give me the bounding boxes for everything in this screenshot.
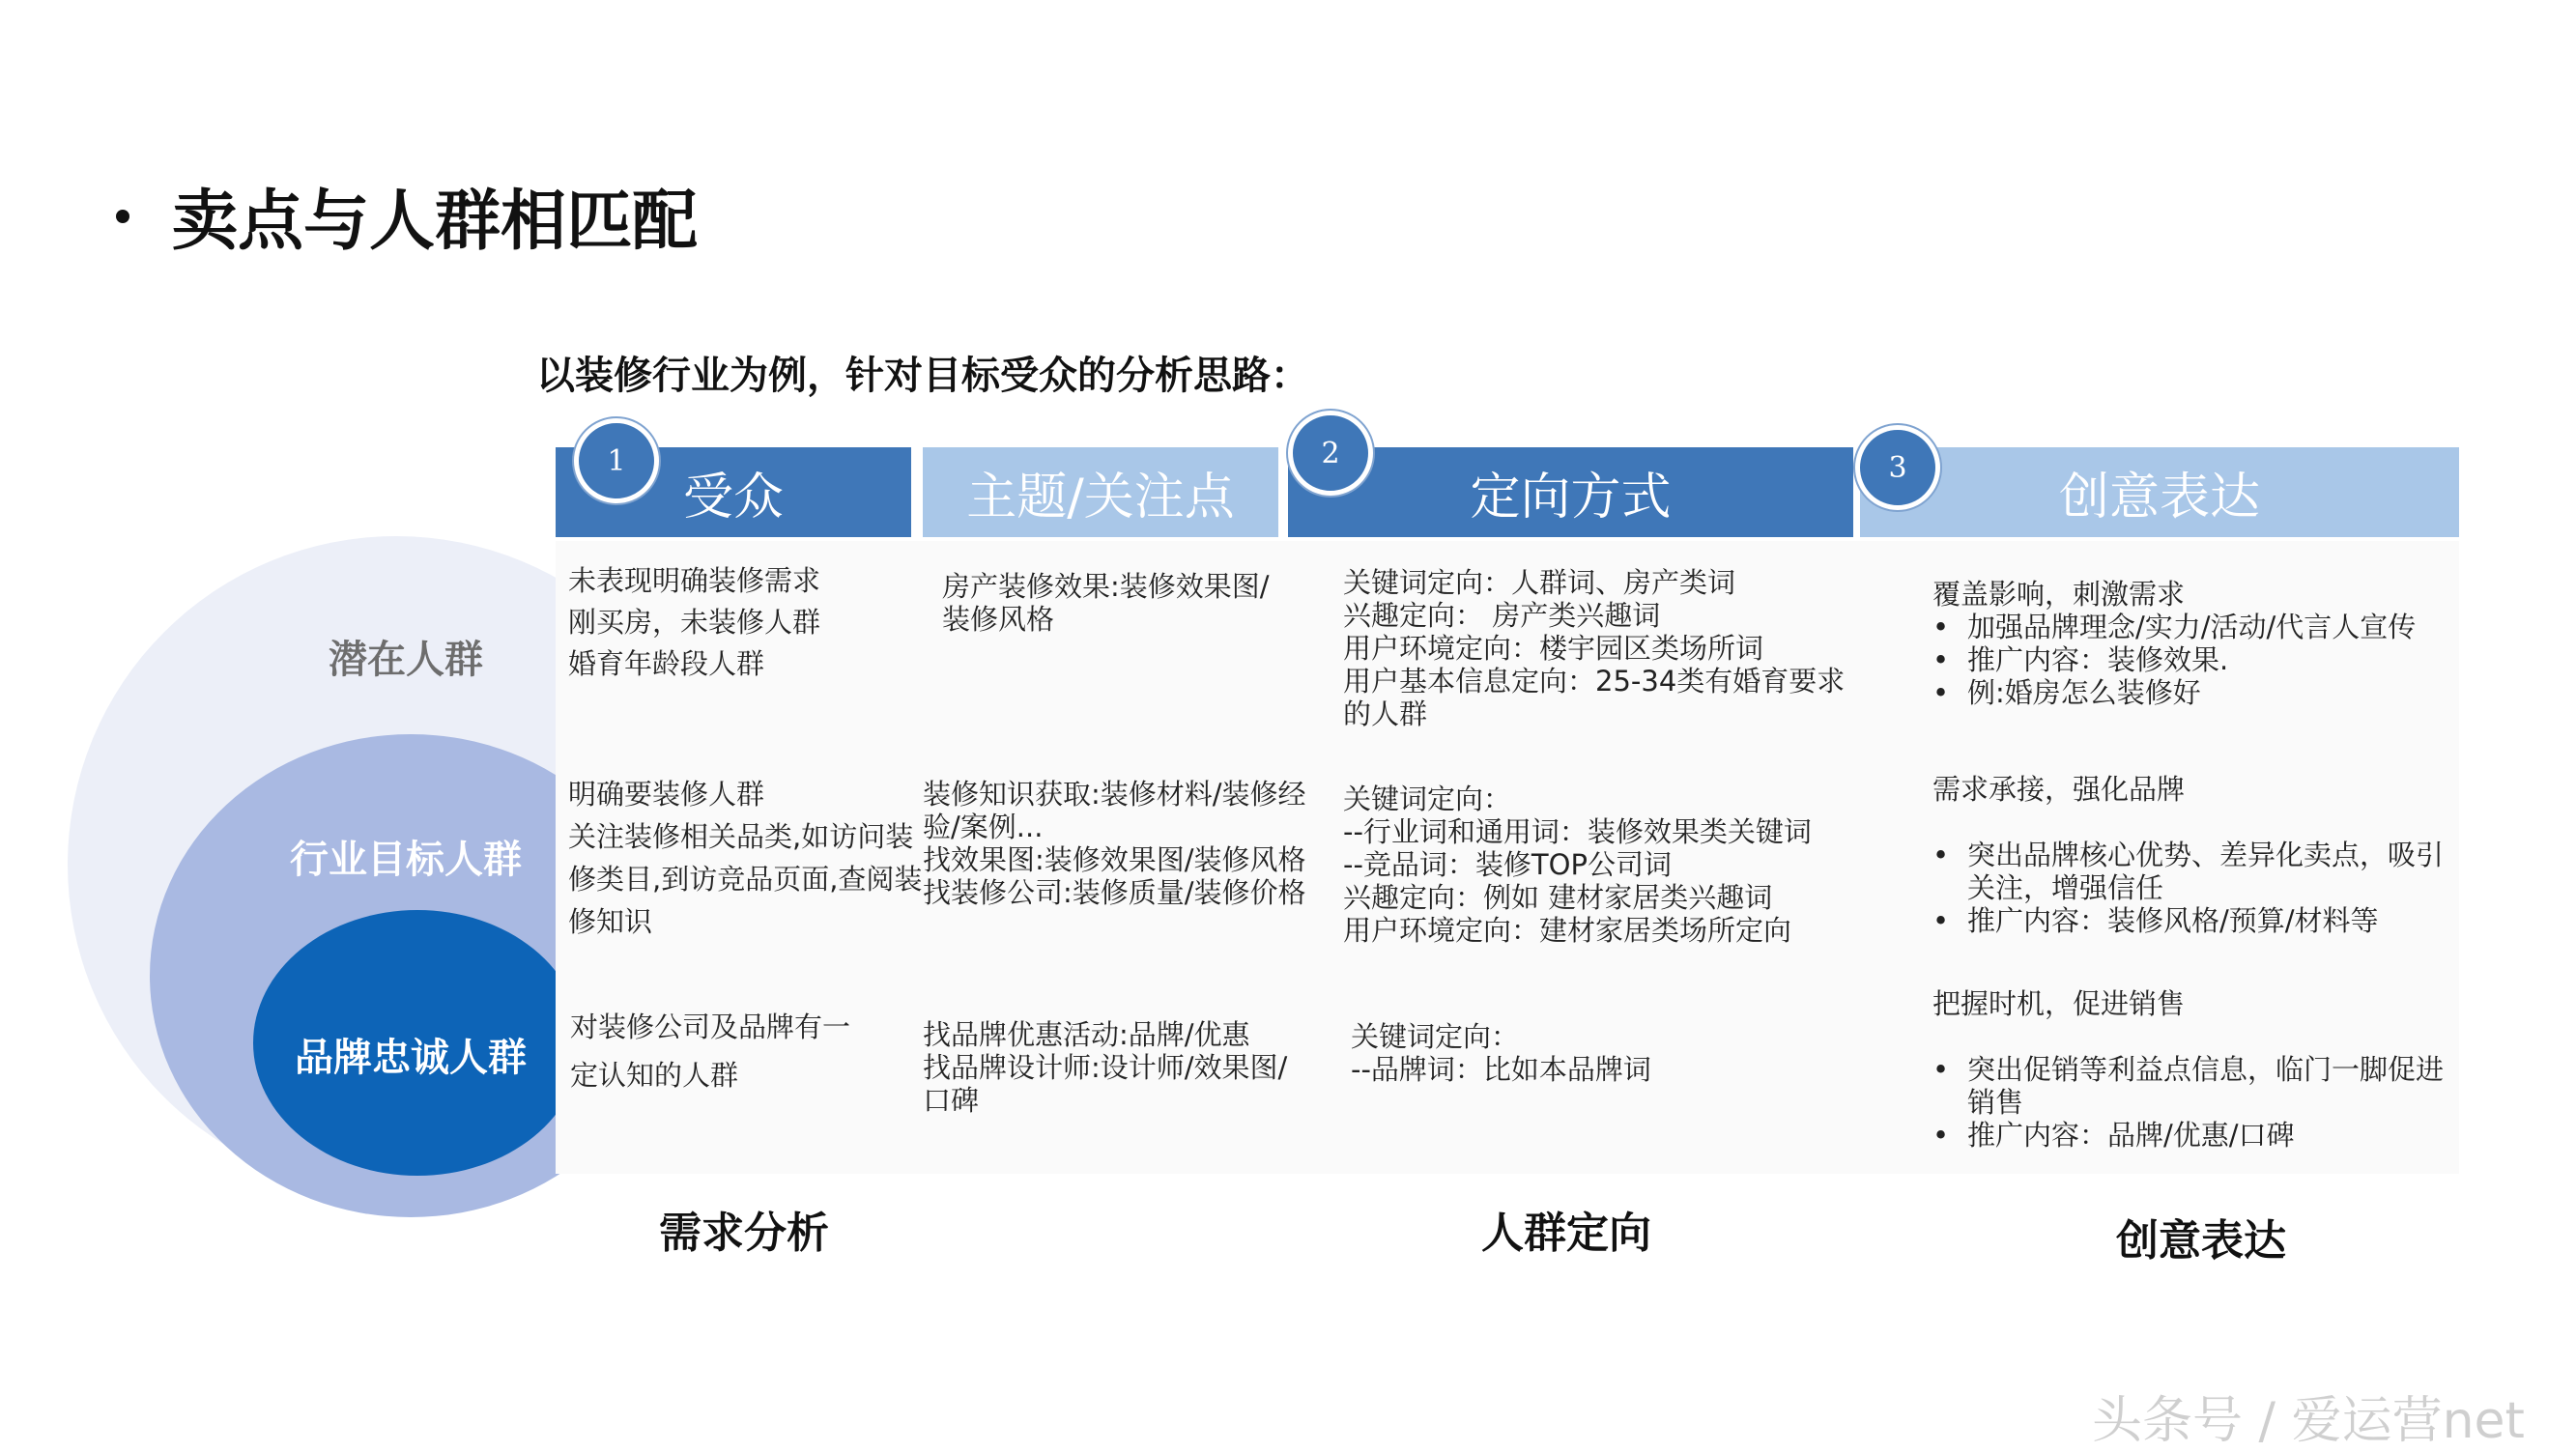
cell-line: 用户基本信息定向：25-34类有婚育要求	[1343, 665, 1846, 698]
slide-subtitle: 以装修行业为例，针对目标受众的分析思路：	[536, 354, 1309, 398]
list-item: • 推广内容：品牌/优惠/口碑	[1932, 1119, 2454, 1152]
header-topic: 主题/关注点	[923, 447, 1278, 537]
cell-line: 验/案例...	[923, 811, 1044, 843]
cell-line: 修知识	[568, 905, 653, 938]
cell-line: 婚育年龄段人群	[568, 647, 765, 680]
cell-line: 用户环境定向：楼宇园区类场所词	[1343, 632, 1764, 665]
cell-line: 未表现明确装修需求	[568, 564, 821, 597]
bullet-icon	[116, 210, 129, 223]
industry-audience-label: 行业目标人群	[290, 838, 522, 882]
list-item: • 突出品牌核心优势、差异化卖点，吸引关注，增强信任	[1932, 839, 2459, 904]
row2-creative-cell	[1932, 773, 2459, 937]
cell-heading: 把握时机，促进销售	[1932, 987, 2186, 1020]
cell-line: 口碑	[923, 1084, 980, 1117]
cell-line: 关键词定向：人群词、房产类词	[1343, 566, 1736, 599]
cell-line: --竞品词：装修TOP公司词	[1343, 848, 1672, 881]
step-number-badge: 3	[1855, 425, 1940, 510]
cell-line: --品牌词：比如本品牌词	[1351, 1053, 1651, 1086]
creative-list	[1932, 1053, 2454, 1152]
cell-line: 刚买房，未装修人群	[568, 606, 821, 639]
cell-line: --行业词和通用词：装修效果类关键词	[1343, 815, 1812, 848]
step-number-badge: 1	[574, 418, 659, 503]
cell-line: 关注装修相关品类,如访问装	[568, 820, 914, 853]
cell-line: 装修知识获取:装修材料/装修经	[923, 778, 1306, 811]
row1-creative-cell	[1932, 578, 2454, 709]
cell-line: 的人群	[1343, 698, 1428, 730]
row3-targeting-cell	[1351, 1020, 1651, 1086]
step-number-badge: 2	[1288, 411, 1373, 496]
cell-heading: 需求承接，强化品牌	[1932, 773, 2186, 806]
cell-line: 装修风格	[942, 603, 1055, 636]
cell-line: 对装修公司及品牌有一	[570, 1011, 851, 1043]
row1-topic-cell	[942, 570, 1270, 636]
slide-title: 卖点与人群相匹配	[172, 184, 699, 260]
cell-line: 定认知的人群	[570, 1059, 739, 1092]
row3-creative-cell	[1932, 987, 2454, 1152]
cell-line: 找装修公司:装修质量/装修价格	[923, 876, 1306, 909]
footer-creative-expression: 创意表达	[2116, 1216, 2286, 1266]
row3-topic-cell	[923, 1018, 1287, 1117]
footer-demand-analysis: 需求分析	[659, 1209, 829, 1258]
cell-line: 关键词定向：	[1343, 783, 1512, 815]
cell-line: 修类目,到访竞品页面,查阅装	[568, 863, 923, 896]
cell-line: 找品牌设计师:设计师/效果图/	[923, 1051, 1288, 1084]
slide-title-row	[116, 169, 698, 263]
cell-line: 用户环境定向：建材家居类场所定向	[1343, 914, 1792, 947]
list-item: • 推广内容：装修效果.	[1932, 643, 2454, 676]
watermark: 头条号 / 爱运营net	[2092, 1392, 2525, 1450]
list-item: • 加强品牌理念/实力/活动/代言人宣传	[1932, 611, 2454, 643]
row1-audience-cell	[568, 560, 820, 685]
cell-line: 找品牌优惠活动:品牌/优惠	[923, 1018, 1250, 1051]
footer-audience-targeting: 人群定向	[1481, 1209, 1651, 1258]
cell-line: 关键词定向：	[1351, 1020, 1520, 1053]
creative-list	[1932, 839, 2459, 937]
cell-line: 房产装修效果:装修效果图/	[942, 570, 1270, 603]
row1-targeting-cell	[1343, 566, 1845, 730]
row2-audience-cell	[568, 773, 922, 943]
creative-list	[1932, 611, 2454, 709]
row3-audience-cell	[570, 1003, 850, 1099]
header-audience: 受众	[556, 447, 911, 537]
loyal-audience-label: 品牌忠诚人群	[295, 1036, 527, 1080]
list-item: • 推广内容：装修风格/预算/材料等	[1932, 904, 2459, 937]
list-item: • 例:婚房怎么装修好	[1932, 676, 2454, 709]
header-targeting: 定向方式	[1288, 447, 1853, 537]
potential-audience-label: 潜在人群	[329, 638, 483, 682]
row2-topic-cell	[923, 778, 1306, 909]
cell-heading: 覆盖影响，刺激需求	[1932, 578, 2186, 611]
row2-targeting-cell	[1343, 783, 1812, 947]
header-creative: 创意表达	[1860, 447, 2459, 537]
list-item: • 突出促销等利益点信息，临门一脚促进销售	[1932, 1053, 2454, 1119]
cell-line: 明确要装修人群	[568, 778, 765, 811]
cell-line: 找效果图:装修效果图/装修风格	[923, 843, 1306, 876]
cell-line: 兴趣定向：例如 建材家居类兴趣词	[1343, 881, 1773, 914]
cell-line: 兴趣定向： 房产类兴趣词	[1343, 599, 1661, 632]
